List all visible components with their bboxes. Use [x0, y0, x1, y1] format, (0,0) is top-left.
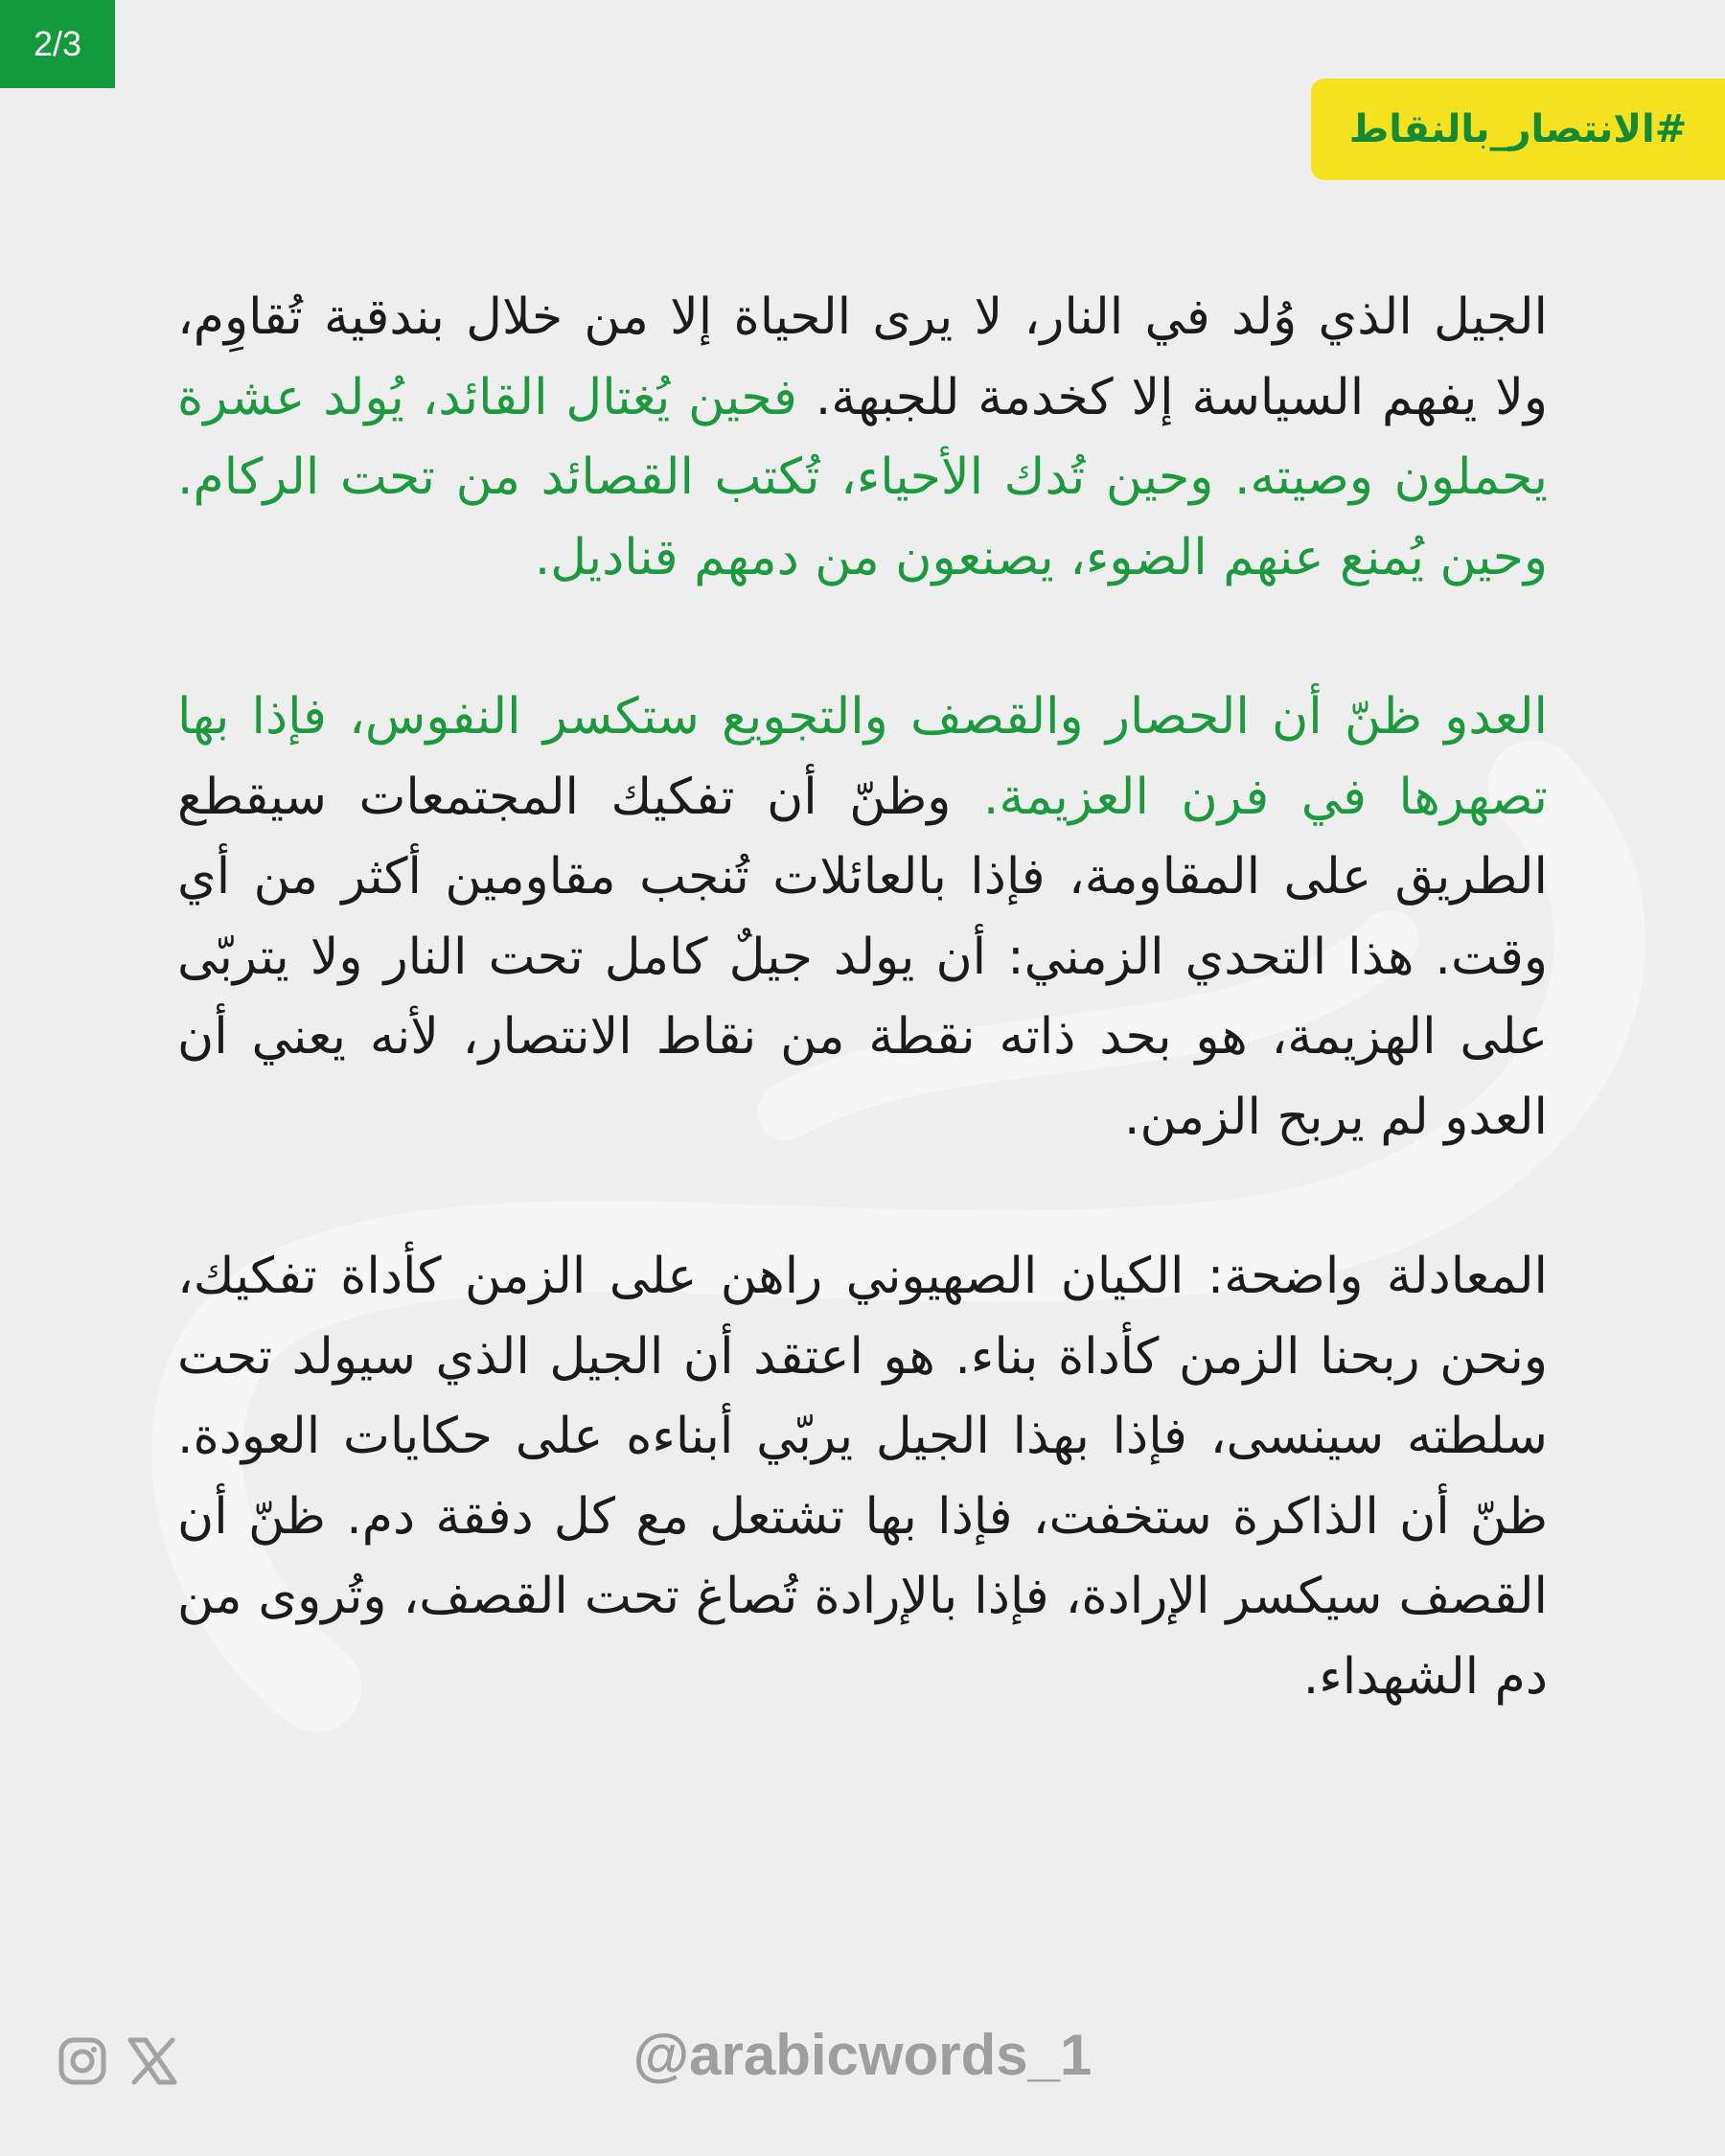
account-handle: @arabicwords_1 — [632, 2023, 1092, 2087]
paragraph-1-highlight: فحين يُغتال القائد، يُولد عشرة يحملون وصيته. وحين تُدك الأحياء، تُكتب القصائد من تحت الركام. وحين يُمنع عنهم الضوء، يصنعون من دمهم قناديل. — [177, 368, 1548, 586]
paragraph-1 — [177, 278, 1548, 598]
paragraph-2 — [177, 677, 1548, 1158]
paragraph-2-highlight: العدو ظنّ أن الحصار والقصف والتجويع ستكسر النفوس، فإذا بها تصهرها في فرن العزيمة. — [177, 688, 1549, 826]
paragraph-2-text: وظنّ أن تفكيك المجتمعات سيقطع الطريق على المقاومة، فإذا بالعائلات تُنجب مقاومين أكثر من أي وقت. هذا التحدي الزمني: أن يولد جيلٌ كامل تحت النار ولا يتربّى على الهزيمة، هو بحد ذاته نقطة من نقاط الانتصار، لأنه يعني أن العدو لم يربح الزمن. — [177, 768, 1548, 1146]
hashtag-badge: #الانتصار_بالنقاط — [1311, 79, 1725, 180]
page-indicator: 2/3 — [0, 0, 115, 88]
article-body — [177, 278, 1548, 1717]
paragraph-3 — [177, 1237, 1548, 1717]
paragraph-1-text: الجيل الذي وُلد في النار، لا يرى الحياة إلا من خلال بندقية تُقاوِم، ولا يفهم السياسة إلا كخدمة للجبهة. — [177, 288, 1548, 426]
paragraph-3-text: المعادلة واضحة: الكيان الصهيوني راهن على الزمن كأداة تفكيك، ونحن ربحنا الزمن كأداة بناء. هو اعتقد أن الجيل الذي سيولد تحت سلطته سينسى، فإذا بهذا الجيل يربّي أبناءه على حكايات العودة. ظنّ أن الذاكرة ستخفت، فإذا بها تشتعل مع كل دفقة دم. ظنّ أن القصف سيكسر الإرادة، فإذا بالإرادة تُصاغ تحت القصف، وتُروى من دم الشهداء. — [177, 1248, 1548, 1706]
